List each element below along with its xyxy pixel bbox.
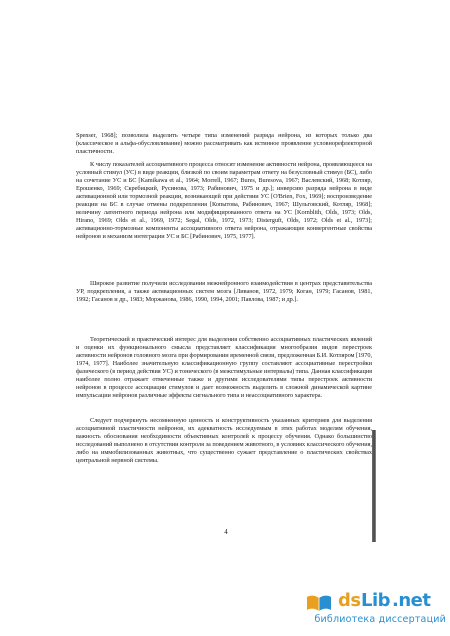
paragraph: Теоретический и практический интерес для выделения собственно ассоциативных пластических явлений и оценки их функционального смысла представляет классификация многообразия видов перестроек активности нейронов головного мозга при формировании временной связи, предложенная Б.И. Котляром [1970, 1974, 1977]. Наиболее значительную классификационную группу составляют ассоциативные перестройки фазического (в период действия УС) и тонического (в межстимульные интервалы) типа. Данная классификация наиболее полно отражает отмеченные также и другими исследователями типы перестроек активности нейронов в процессе ассоциации стимулов и дает возможность выделить в сложной динамической картине импульсации нейронов различные эффекты сигнального типа и неассоциативного характера. [76,336,372,400]
brand-lib: Lib [361,590,391,611]
dslib-watermark[interactable] [286,590,446,632]
paragraph: Spenser, 1968]; позволила выделить четыре типа изменений разряда нейрона, из которых только два (классическое и альфа-обусловливание) можно рассматривать как истинное проявление условнорефлекторной пластичности. [76,132,372,156]
paragraph-block-4 [76,336,372,400]
paragraph: Широкое развитие получили исследования межнейронного взаимодействия в центрах представительства УР, подкрепления, а также активационных систем мозга [Ливанов, 1972, 1979; Коган, 1979; Гасанов, 1981, 1992; Гасанов и др., 1983; Моржанова, 1986, 1990, 1994, 2001; Павлова, 1987; и др.]. [76,280,372,304]
open-book-icon [306,594,332,612]
watermark-caption: библиотека диссертаций [314,614,446,625]
paragraph-block-5 [76,417,372,465]
scan-shadow-edge [372,430,376,542]
paragraph: К числу показателей ассоциативного процесса относят изменение активности нейрона, проявляющееся на условный стимул (УС) в виде реакции, близкой по своим параметрам ответу на безусловный стимул (БС), либо на сочетание УС и БС [Kamikawa et al., 1964; Morrell, 1967; Bures, Buresova, 1967; Васлевский, 1968; Котляр, Ерошенко, 1969; Скребицкий, Русинова, 1973; Рабинович, 1975 и др.]; инверсию разряда нейрона в виде активационной или тормозной реакции, возникающей при действии УС [O'Brien, Fox, 1969]; воспроизведение реакции на БС в случае отмены подкрепления [Копытова, Рабинович, 1967; Шульговский, Котляр, 1968]; величину латентного периода нейрона или модифицированного ответа на УС [Kornblith, Olds, 1973; Olds, Hirano, 1969; Olds et al., 1969, 1972; Segal, Olds, 1972, 1973; Disterguft, Olds, 1972; Olds et al., 1973]; активационно-тормозные компоненты ассоциативного ответа нейрона, отражающие конвергентные свойства нейронов и механизм интеграции УС и БС [Рабинович, 1975, 1977]. [76,161,372,241]
page-number: 4 [224,528,228,536]
paragraph-block-2 [76,161,372,241]
paragraph-block-1 [76,132,372,156]
paragraph: Следует подчеркнуть несомненную ценность и конструктивность указанных критериев для выделения ассоциативной пластичности нейронов, их адекватность исследуемым в этих работах моделям обучения, важность обоснования необходимости объективных контролей к процессу обучения. Однако большинство исследований выполнено в отсутствии контроля за поведением животного, в условиях классического обучения, либо на иммобилизованных животных, что существенно сужает представление о пластических свойствах центральной нервной системы. [76,417,372,465]
watermark-logo [286,590,446,614]
paragraph-block-3 [76,280,372,304]
brand-tld: .net [392,590,431,611]
brand-ds: ds [338,590,361,611]
